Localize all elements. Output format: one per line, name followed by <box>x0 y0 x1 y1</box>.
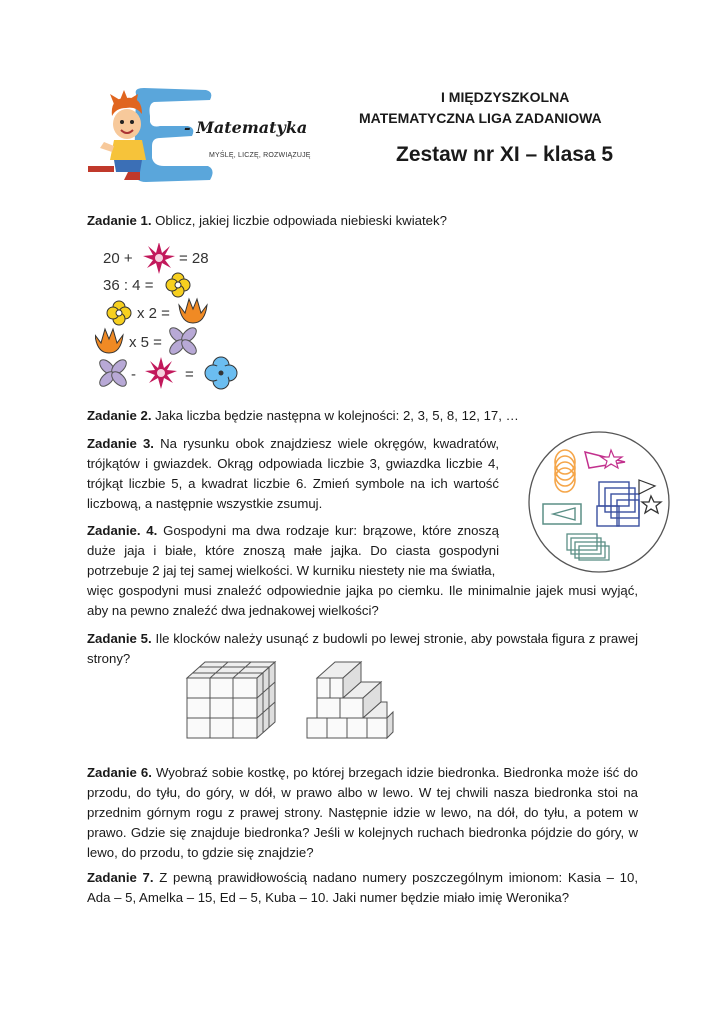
task-4-continued: więc gospodyni musi znaleźć odpowiednie jajka po ciemku. Ile minimalnie jajek musi wyjąć, aby na pewno znaleźć dwa jednakowej wielkości? <box>87 583 638 618</box>
task-7-text: Z pewną prawidłowością nadano numery poszczególnym imionom: Kasia – 10, Ada – 5, Amelka – 15, Ed – 5, Kuba – 10. Jaki numer będzie miało imię Weronika? <box>87 870 638 905</box>
task-4-label: Zadanie. 4. <box>87 523 158 538</box>
shapes-circle-figure <box>527 430 672 575</box>
task-1-text: Oblicz, jakiej liczbie odpowiada niebieski kwiatek? <box>151 213 447 228</box>
task-1-label: Zadanie 1. <box>87 213 152 228</box>
eq1-left: 20 + <box>103 250 133 267</box>
eq3-right: x 2 = <box>137 305 170 322</box>
orange-tulip-icon <box>95 329 123 353</box>
task-2 <box>87 406 647 426</box>
e-matematyka-logo <box>84 82 324 187</box>
set-title: Zestaw nr XI – klasa 5 <box>396 143 614 166</box>
task-3-text: Na rysunku obok znajdziesz wiele okręgów, kwadratów, trójkątów i gwiazdek. Okrąg odpowiada liczbie 3, gwiazdka liczbie 4, trójkąt liczbie 5, a kwadrat liczbie 6. Zmień symbole na ich wartość liczbową, a następnie wszystkie zsumuj. <box>87 436 499 511</box>
task-5-text: Ile klocków należy usunąć z budowli po lewej stronie, aby powstała figura z prawej strony? <box>87 631 639 666</box>
red-star-flower-icon <box>143 243 175 274</box>
logo-title: - Matematyka <box>184 118 308 137</box>
violet-flower-icon <box>97 357 129 389</box>
task-6-text: Wyobraź sobie kostkę, po której brzegach idzie biedronka. Biedronka może iść do przodu, do tyłu, do góry, w dół, w prawo albo w lewo. W tej chwili nasza biedronka stoi na przednim górnym rogu z prawej strony. Następnie idzie w lewo, na dół, do tyłu, a potem w prawo. Gdzie się znajduje biedronka? Jeśli w kolejnych ruchach biedronka pójdzie do góry, w lewo, do przodu, to gdzie się znajdzie? <box>87 765 638 860</box>
task-6-label: Zadanie 6. <box>87 765 152 780</box>
eq5-equals: = <box>185 366 194 383</box>
task-4 <box>87 521 499 581</box>
task-2-text: Jaka liczba będzie następna w kolejności: 2, 3, 5, 8, 12, 17, … <box>151 408 519 423</box>
task-3 <box>87 434 499 514</box>
violet-flower-icon <box>167 325 199 357</box>
task-3-label: Zadanie 3. <box>87 436 154 451</box>
task-6 <box>87 763 638 863</box>
eq2-left: 36 : 4 = <box>103 277 154 294</box>
flower-equations-figure <box>95 243 255 395</box>
kid-mascot-icon <box>84 90 164 182</box>
header-line-1: I MIĘDZYSZKOLNA <box>441 89 570 105</box>
yellow-flower-icon <box>107 301 131 325</box>
task-7 <box>87 868 638 908</box>
eq4-right: x 5 = <box>129 334 162 351</box>
orange-tulip-icon <box>179 299 207 323</box>
logo-tagline: MYŚLĘ, LICZĘ, ROZWIĄZUJĘ <box>209 152 311 159</box>
eq1-right: = 28 <box>179 250 209 267</box>
task-5-label: Zadanie 5. <box>87 631 152 646</box>
header-line-2: MATEMATYCZNA LIGA ZADANIOWA <box>359 110 602 126</box>
task-4-text-a: Gospodyni ma dwa rodzaje kur: brązowe, które znoszą duże jaja i białe, które znoszą małe jajka. Do ciasta gospodyni potrzebuje 2 jaj tej samej wielkości. W kurniku niestety nie ma światła, <box>87 523 499 578</box>
eq5-minus: - <box>131 366 136 383</box>
task-7-label: Zadanie 7. <box>87 870 154 885</box>
cube-blocks-figure <box>185 660 395 740</box>
yellow-flower-icon <box>166 273 190 297</box>
task-2-label: Zadanie 2. <box>87 408 152 423</box>
task-1 <box>87 211 647 231</box>
red-star-flower-icon <box>145 357 177 389</box>
blue-flower-icon <box>205 357 237 389</box>
